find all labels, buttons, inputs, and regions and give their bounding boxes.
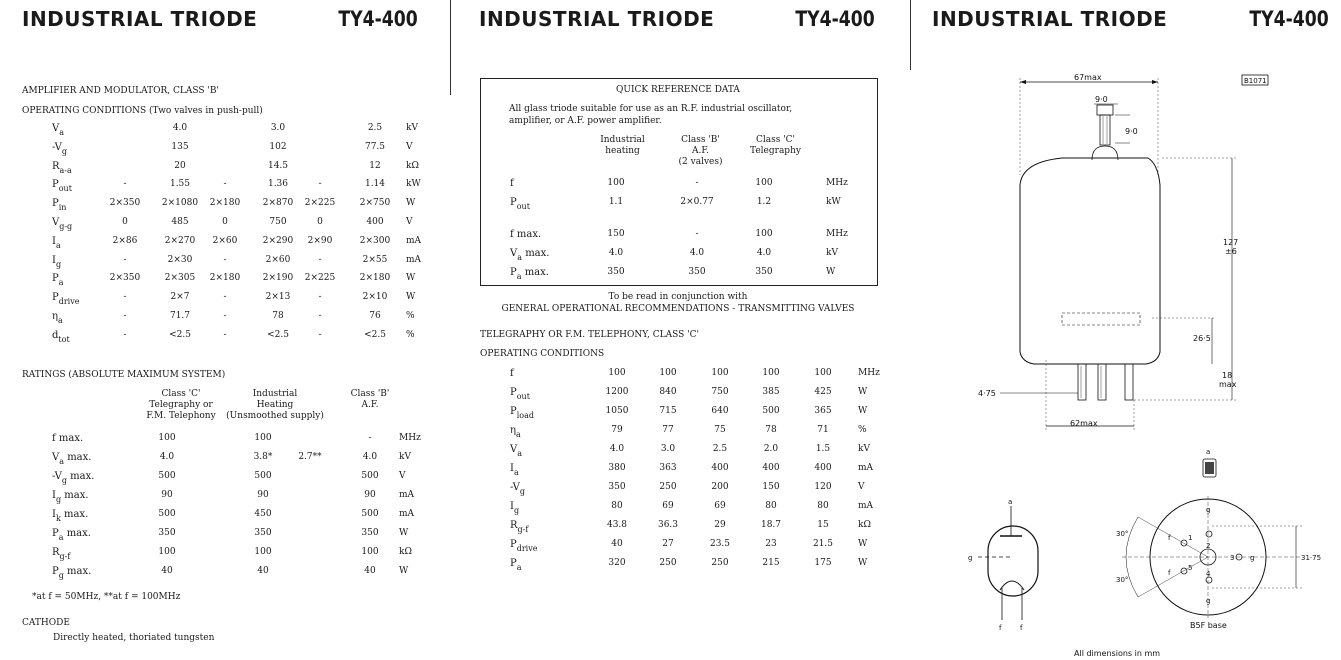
table-cell: 750 bbox=[269, 217, 287, 227]
table-cell: 2×350 bbox=[109, 198, 141, 209]
table-cell: - bbox=[223, 179, 227, 190]
table-cell: 500 bbox=[762, 406, 780, 416]
table-cell: 150 bbox=[762, 482, 780, 492]
table-unit: W bbox=[406, 198, 416, 209]
table-cell: 3.0 bbox=[270, 123, 286, 133]
parameter-symbol: $I_g$ max. bbox=[52, 490, 89, 504]
table-cell: - bbox=[368, 433, 372, 443]
table-unit: mA bbox=[399, 490, 415, 500]
table-cell: 4.0 bbox=[756, 248, 772, 258]
table-cell: 4.0 bbox=[362, 452, 378, 462]
parameter-symbol: f max. bbox=[52, 433, 84, 444]
table-cell: - bbox=[695, 229, 699, 239]
base-g-top: g bbox=[1206, 506, 1211, 514]
pin-4: 4 bbox=[1206, 570, 1211, 578]
pin-f2: f bbox=[1168, 569, 1171, 577]
dim-18: 18 bbox=[1222, 371, 1233, 380]
parameter-symbol: $-V_g$ max. bbox=[52, 471, 95, 485]
table-cell: 78 bbox=[272, 311, 284, 321]
table-unit: % bbox=[406, 311, 415, 321]
table-cell: 100 bbox=[254, 433, 272, 443]
table-cell: 36.3 bbox=[657, 520, 679, 530]
section-heading: AMPLIFIER AND MODULATOR, CLASS 'B' bbox=[22, 86, 219, 96]
table-cell: 2×180 bbox=[209, 273, 241, 284]
qrd-title: QUICK REFERENCE DATA bbox=[616, 85, 740, 95]
parameter-symbol: $I_g$ bbox=[510, 501, 520, 515]
table-cell: 90 bbox=[364, 490, 376, 500]
table-cell: 120 bbox=[814, 482, 832, 492]
table-unit: kV bbox=[858, 444, 870, 454]
table-cell: 23.5 bbox=[709, 539, 731, 549]
parameter-symbol: $\eta_a$ bbox=[510, 425, 521, 439]
table-cell: 400 bbox=[711, 463, 729, 473]
table-cell: 18.7 bbox=[760, 520, 782, 530]
table-cell: 450 bbox=[254, 509, 272, 519]
table-cell: 40 bbox=[161, 566, 173, 576]
parameter-symbol: $V_{g-g}$ bbox=[52, 217, 73, 231]
section-subheading: OPERATING CONDITIONS (Two valves in push-pull) bbox=[22, 106, 263, 116]
dim-62max: 62max bbox=[1070, 419, 1098, 428]
read-in-conjunction: To be read in conjunction with bbox=[608, 292, 748, 302]
parameter-symbol: $P_g$ max. bbox=[52, 566, 92, 580]
table-unit: MHz bbox=[399, 433, 421, 443]
pin-f1: f bbox=[1168, 534, 1171, 542]
table-cell: - bbox=[318, 292, 322, 303]
table-cell: 2×86 bbox=[112, 235, 138, 246]
table-cell: 2×90 bbox=[307, 235, 333, 246]
parameter-symbol: f max. bbox=[510, 229, 542, 240]
table-cell: 77.5 bbox=[364, 141, 386, 152]
table-unit: V bbox=[406, 141, 413, 152]
table-cell: 43.8 bbox=[606, 520, 628, 530]
table-cell: 135 bbox=[171, 141, 189, 152]
parameter-symbol: $I_g$ bbox=[52, 254, 62, 269]
table-cell: 69 bbox=[662, 501, 674, 511]
table-cell: 150 bbox=[607, 229, 625, 239]
parameter-symbol: $-V_g$ bbox=[510, 482, 525, 496]
pin-3: 3 bbox=[1230, 554, 1235, 562]
pin-5: 5 bbox=[1188, 564, 1193, 572]
cap-label: a bbox=[1206, 448, 1211, 456]
table-cell: - bbox=[123, 292, 127, 303]
table-cell: 29 bbox=[714, 520, 726, 530]
page-title: INDUSTRIAL TRIODE bbox=[479, 7, 715, 31]
table-cell: 400 bbox=[366, 217, 384, 227]
ratings-head-industrial: Industrial Heating (Unsmoothed supply) bbox=[226, 389, 324, 421]
section-heading: RATINGS (ABSOLUTE MAXIMUM SYSTEM) bbox=[22, 370, 226, 380]
table-cell: 100 bbox=[762, 368, 780, 378]
table-cell: 4.0 bbox=[159, 452, 175, 462]
table-unit: kΩ bbox=[406, 160, 419, 171]
table-cell: 1050 bbox=[605, 406, 629, 416]
table-cell: 350 bbox=[254, 528, 272, 538]
table-cell: 4.0 bbox=[689, 248, 705, 258]
pin-1: 1 bbox=[1188, 534, 1193, 542]
table-cell: 2×180 bbox=[359, 273, 391, 284]
table-cell: 71 bbox=[817, 425, 829, 435]
table-cell: 350 bbox=[158, 528, 176, 538]
table-cell: 100 bbox=[361, 547, 379, 557]
table-cell: 380 bbox=[608, 463, 626, 473]
table-cell: 4.0 bbox=[608, 248, 624, 258]
cathode-description: Directly heated, thoriated tungsten bbox=[53, 633, 215, 643]
parameter-symbol: $V_a$ bbox=[510, 444, 523, 458]
footnote: *at f = 50MHz, **at f = 100MHz bbox=[32, 592, 181, 602]
table-unit: mA bbox=[399, 509, 415, 519]
table-cell: 100 bbox=[659, 368, 677, 378]
table-cell: 76 bbox=[369, 311, 381, 321]
table-cell: - bbox=[223, 254, 227, 265]
qrd-description: All glass triode suitable for use as an R.F. industrial oscillator, bbox=[509, 104, 793, 114]
table-cell: 1.14 bbox=[364, 179, 386, 190]
table-unit: kW bbox=[406, 179, 421, 190]
table-cell: 250 bbox=[659, 558, 677, 568]
base-g-right: g bbox=[1250, 554, 1255, 562]
section-heading: CATHODE bbox=[22, 618, 70, 628]
table-unit: kΩ bbox=[858, 520, 871, 530]
parameter-symbol: $P_{out}$ bbox=[510, 197, 530, 211]
type-number: TY4-400 bbox=[338, 7, 418, 31]
table-cell: - bbox=[123, 311, 127, 321]
table-cell: 2×290 bbox=[262, 235, 294, 246]
table-cell: 425 bbox=[814, 387, 832, 397]
table-unit: MHz bbox=[858, 368, 880, 378]
table-cell: 250 bbox=[711, 558, 729, 568]
table-cell: 1.1 bbox=[608, 197, 624, 207]
table-cell: 23 bbox=[765, 539, 777, 549]
table-cell: 175 bbox=[814, 558, 832, 568]
parameter-symbol: $R_{g-f}$ bbox=[510, 520, 529, 534]
table-cell: 2×1080 bbox=[161, 198, 199, 209]
parameter-symbol: $V_a$ bbox=[52, 123, 65, 137]
general-recommendations: GENERAL OPERATIONAL RECOMMENDATIONS - TRANSMITTING VALVES bbox=[501, 304, 855, 314]
table-cell: 40 bbox=[257, 566, 269, 576]
parameter-symbol: $I_k$ max. bbox=[52, 509, 89, 523]
parameter-symbol: $P_a$ max. bbox=[52, 528, 91, 542]
table-cell: 385 bbox=[762, 387, 780, 397]
table-cell: 15 bbox=[817, 520, 829, 530]
table-unit: MHz bbox=[826, 229, 848, 239]
parameter-symbol: $P_{out}$ bbox=[52, 179, 72, 194]
table-unit: % bbox=[406, 329, 415, 340]
table-cell: 485 bbox=[171, 217, 189, 227]
dim-9-top: 9·0 bbox=[1095, 95, 1108, 104]
table-cell: 75 bbox=[714, 425, 726, 435]
drawing-ref: B1071 bbox=[1244, 77, 1267, 85]
table-cell: 100 bbox=[755, 229, 773, 239]
table-cell: 3.0 bbox=[660, 444, 676, 454]
parameter-symbol: $I_a$ bbox=[510, 463, 519, 477]
table-cell: 100 bbox=[607, 178, 625, 188]
table-unit: W bbox=[399, 528, 409, 538]
table-cell: 69 bbox=[714, 501, 726, 511]
table-cell: 2×750 bbox=[359, 198, 391, 209]
table-cell: 100 bbox=[158, 433, 176, 443]
table-unit: kW bbox=[826, 197, 841, 207]
table-unit: W bbox=[399, 566, 409, 576]
symbol-grid: g bbox=[968, 554, 973, 562]
parameter-symbol: $P_{load}$ bbox=[510, 406, 534, 420]
table-cell: 27 bbox=[662, 539, 674, 549]
table-cell: - bbox=[223, 311, 227, 321]
table-cell: 1200 bbox=[605, 387, 629, 397]
table-cell: - bbox=[695, 178, 699, 188]
table-unit: W bbox=[406, 273, 416, 284]
table-cell: 715 bbox=[659, 406, 677, 416]
table-cell: 2.5 bbox=[712, 444, 728, 454]
table-unit: kV bbox=[826, 248, 838, 258]
table-cell: 100 bbox=[254, 547, 272, 557]
table-unit: MHz bbox=[826, 178, 848, 188]
table-cell: 78 bbox=[765, 425, 777, 435]
table-unit: % bbox=[858, 425, 867, 435]
table-cell: - bbox=[318, 311, 322, 321]
type-number: TY4-400 bbox=[795, 7, 875, 31]
parameter-symbol: $P_{in}$ bbox=[52, 198, 67, 213]
table-cell: - bbox=[318, 179, 322, 190]
parameter-symbol: $P_{out}$ bbox=[510, 387, 530, 401]
table-cell: - bbox=[123, 254, 127, 265]
table-cell: 40 bbox=[611, 539, 623, 549]
parameter-symbol: f bbox=[510, 368, 514, 379]
parameter-symbol: $d_{tot}$ bbox=[52, 329, 70, 344]
parameter-symbol: $-V_g$ bbox=[52, 141, 67, 156]
table-cell: 2×870 bbox=[262, 198, 294, 209]
parameter-symbol: $R_{a-a}$ bbox=[52, 160, 72, 175]
section-heading: TELEGRAPHY OR F.M. TELEPHONY, CLASS 'C' bbox=[480, 330, 699, 340]
table-cell: 20 bbox=[174, 160, 186, 171]
table-cell: 1.2 bbox=[756, 197, 772, 207]
table-cell: 100 bbox=[755, 178, 773, 188]
table-cell: 1.55 bbox=[169, 179, 191, 190]
table-cell: 102 bbox=[269, 141, 287, 152]
dim-18-max: max bbox=[1219, 380, 1237, 389]
table-cell: 350 bbox=[755, 267, 773, 277]
symbol-filament-2: f bbox=[1020, 624, 1023, 632]
ratings-head-class-b: Class 'B' A.F. bbox=[350, 389, 390, 410]
table-cell: 40 bbox=[364, 566, 376, 576]
table-cell: 500 bbox=[158, 509, 176, 519]
parameter-symbol: $V_a$ max. bbox=[52, 452, 92, 466]
table-cell: 2×225 bbox=[304, 273, 336, 284]
table-cell: 2×225 bbox=[304, 198, 336, 209]
parameter-symbol: $P_a$ bbox=[52, 273, 64, 288]
table-cell: 2×190 bbox=[262, 273, 294, 284]
outline-drawing bbox=[912, 60, 1341, 660]
parameter-symbol: $V_a$ max. bbox=[510, 248, 550, 262]
dim-31-75: 31·75 bbox=[1301, 554, 1322, 562]
table-cell: 2×10 bbox=[362, 292, 388, 303]
table-unit: mA bbox=[858, 463, 874, 473]
dim-9-side: 9·0 bbox=[1125, 127, 1138, 136]
table-cell: 2×180 bbox=[209, 198, 241, 209]
table-cell: 2×60 bbox=[265, 254, 291, 265]
table-cell: 640 bbox=[711, 406, 729, 416]
table-cell: 0 bbox=[222, 217, 228, 227]
table-unit: kV bbox=[399, 452, 411, 462]
table-cell: 365 bbox=[814, 406, 832, 416]
parameter-symbol: $P_a$ max. bbox=[510, 267, 549, 281]
dimension-note: All dimensions in mm bbox=[1074, 649, 1161, 658]
parameter-symbol: $R_{g-f}$ bbox=[52, 547, 71, 561]
table-cell: 100 bbox=[711, 368, 729, 378]
table-cell: 250 bbox=[659, 482, 677, 492]
table-cell: - bbox=[318, 254, 322, 265]
table-cell: 1.36 bbox=[267, 179, 289, 190]
table-unit: kΩ bbox=[399, 547, 412, 557]
ratings-head-class-c: Class 'C' Telegraphy or F.M. Telephony bbox=[146, 389, 216, 421]
symbol-filament-1: f bbox=[999, 624, 1002, 632]
table-cell: 2×30 bbox=[167, 254, 193, 265]
parameter-symbol: f bbox=[510, 178, 514, 189]
table-cell: 500 bbox=[158, 471, 176, 481]
base-g-bottom: g bbox=[1206, 597, 1211, 605]
parameter-symbol: $P_{drive}$ bbox=[52, 292, 80, 307]
table-cell: 77 bbox=[662, 425, 674, 435]
table-unit: kV bbox=[406, 123, 418, 133]
table-cell: 2.7** bbox=[298, 452, 322, 462]
qrd-head-class-c: Class 'C' Telegraphy bbox=[750, 135, 801, 156]
table-unit: mA bbox=[406, 235, 422, 246]
parameter-symbol: $I_a$ bbox=[52, 235, 61, 250]
qrd-head-class-b: Class 'B' A.F. (2 valves) bbox=[678, 135, 723, 167]
angle-30-top: 30° bbox=[1116, 530, 1129, 538]
table-cell: 90 bbox=[257, 490, 269, 500]
table-cell: 0 bbox=[317, 217, 323, 227]
table-cell: 2×7 bbox=[170, 292, 190, 303]
table-cell: - bbox=[318, 329, 322, 340]
table-cell: 400 bbox=[814, 463, 832, 473]
table-unit: V bbox=[858, 482, 865, 492]
table-cell: 80 bbox=[611, 501, 623, 511]
table-cell: <2.5 bbox=[364, 329, 386, 340]
dim-127-tol: ±6 bbox=[1225, 247, 1237, 256]
table-unit: V bbox=[406, 217, 413, 227]
table-cell: 2×55 bbox=[362, 254, 388, 265]
table-unit: W bbox=[826, 267, 836, 277]
table-cell: 80 bbox=[817, 501, 829, 511]
base-name: B5F base bbox=[1190, 621, 1227, 630]
table-unit: W bbox=[858, 558, 868, 568]
table-cell: 2×300 bbox=[359, 235, 391, 246]
table-cell: 100 bbox=[158, 547, 176, 557]
table-cell: 400 bbox=[762, 463, 780, 473]
dim-4-75: 4·75 bbox=[978, 389, 996, 398]
pin-2: 2 bbox=[1206, 542, 1211, 550]
table-cell: 200 bbox=[711, 482, 729, 492]
table-cell: 2.5 bbox=[367, 123, 383, 133]
table-unit: mA bbox=[858, 501, 874, 511]
table-cell: 12 bbox=[369, 160, 381, 171]
parameter-symbol: $P_a$ bbox=[510, 558, 522, 572]
dim-26-5: 26·5 bbox=[1193, 334, 1211, 343]
table-cell: 21.5 bbox=[812, 539, 834, 549]
table-cell: 2×305 bbox=[164, 273, 196, 284]
table-cell: - bbox=[123, 179, 127, 190]
table-unit: W bbox=[858, 539, 868, 549]
table-cell: - bbox=[223, 292, 227, 303]
angle-30-bottom: 30° bbox=[1116, 576, 1129, 584]
table-cell: 1.5 bbox=[815, 444, 831, 454]
table-cell: 500 bbox=[361, 509, 379, 519]
parameter-symbol: $\eta_a$ bbox=[52, 311, 63, 325]
table-cell: 71.7 bbox=[169, 311, 191, 321]
table-cell: 840 bbox=[659, 387, 677, 397]
table-cell: 90 bbox=[161, 490, 173, 500]
table-cell: 2×270 bbox=[164, 235, 196, 246]
table-cell: <2.5 bbox=[267, 329, 289, 340]
table-cell: 750 bbox=[711, 387, 729, 397]
table-cell: 215 bbox=[762, 558, 780, 568]
table-cell: 100 bbox=[814, 368, 832, 378]
table-cell: - bbox=[123, 329, 127, 340]
table-cell: 363 bbox=[659, 463, 677, 473]
table-cell: 500 bbox=[254, 471, 272, 481]
table-cell: 350 bbox=[688, 267, 706, 277]
table-unit: W bbox=[858, 387, 868, 397]
section-subheading: OPERATING CONDITIONS bbox=[480, 349, 605, 359]
table-cell: 2.0 bbox=[763, 444, 779, 454]
qrd-head-industrial: Industrial heating bbox=[600, 135, 645, 156]
table-unit: V bbox=[399, 471, 406, 481]
table-unit: W bbox=[406, 292, 416, 303]
table-cell: - bbox=[223, 329, 227, 340]
dim-67max: 67max bbox=[1074, 73, 1102, 82]
table-cell: 100 bbox=[608, 368, 626, 378]
table-cell: 500 bbox=[361, 471, 379, 481]
table-cell: 350 bbox=[361, 528, 379, 538]
table-unit: W bbox=[858, 406, 868, 416]
symbol-anode: a bbox=[1008, 498, 1013, 506]
table-cell: <2.5 bbox=[169, 329, 191, 340]
table-cell: 4.0 bbox=[609, 444, 625, 454]
dim-127: 127 bbox=[1223, 238, 1239, 247]
type-number: TY4-400 bbox=[1249, 7, 1329, 31]
table-cell: 14.5 bbox=[267, 160, 289, 171]
table-unit: mA bbox=[406, 254, 422, 265]
table-cell: 79 bbox=[611, 425, 623, 435]
table-cell: 2×350 bbox=[109, 273, 141, 284]
table-cell: 80 bbox=[765, 501, 777, 511]
table-cell: 3.8* bbox=[253, 452, 273, 462]
table-cell: 0 bbox=[122, 217, 128, 227]
page-title: INDUSTRIAL TRIODE bbox=[22, 7, 258, 31]
table-cell: 4.0 bbox=[172, 123, 188, 133]
parameter-symbol: $P_{drive}$ bbox=[510, 539, 538, 553]
table-cell: 2×13 bbox=[265, 292, 291, 303]
table-cell: 2×0.77 bbox=[680, 197, 714, 207]
table-cell: 320 bbox=[608, 558, 626, 568]
table-cell: 350 bbox=[608, 482, 626, 492]
page-title: INDUSTRIAL TRIODE bbox=[932, 7, 1168, 31]
table-cell: 350 bbox=[607, 267, 625, 277]
table-cell: 2×60 bbox=[212, 235, 238, 246]
qrd-description: amplifier, or A.F. power amplifier. bbox=[509, 116, 662, 126]
